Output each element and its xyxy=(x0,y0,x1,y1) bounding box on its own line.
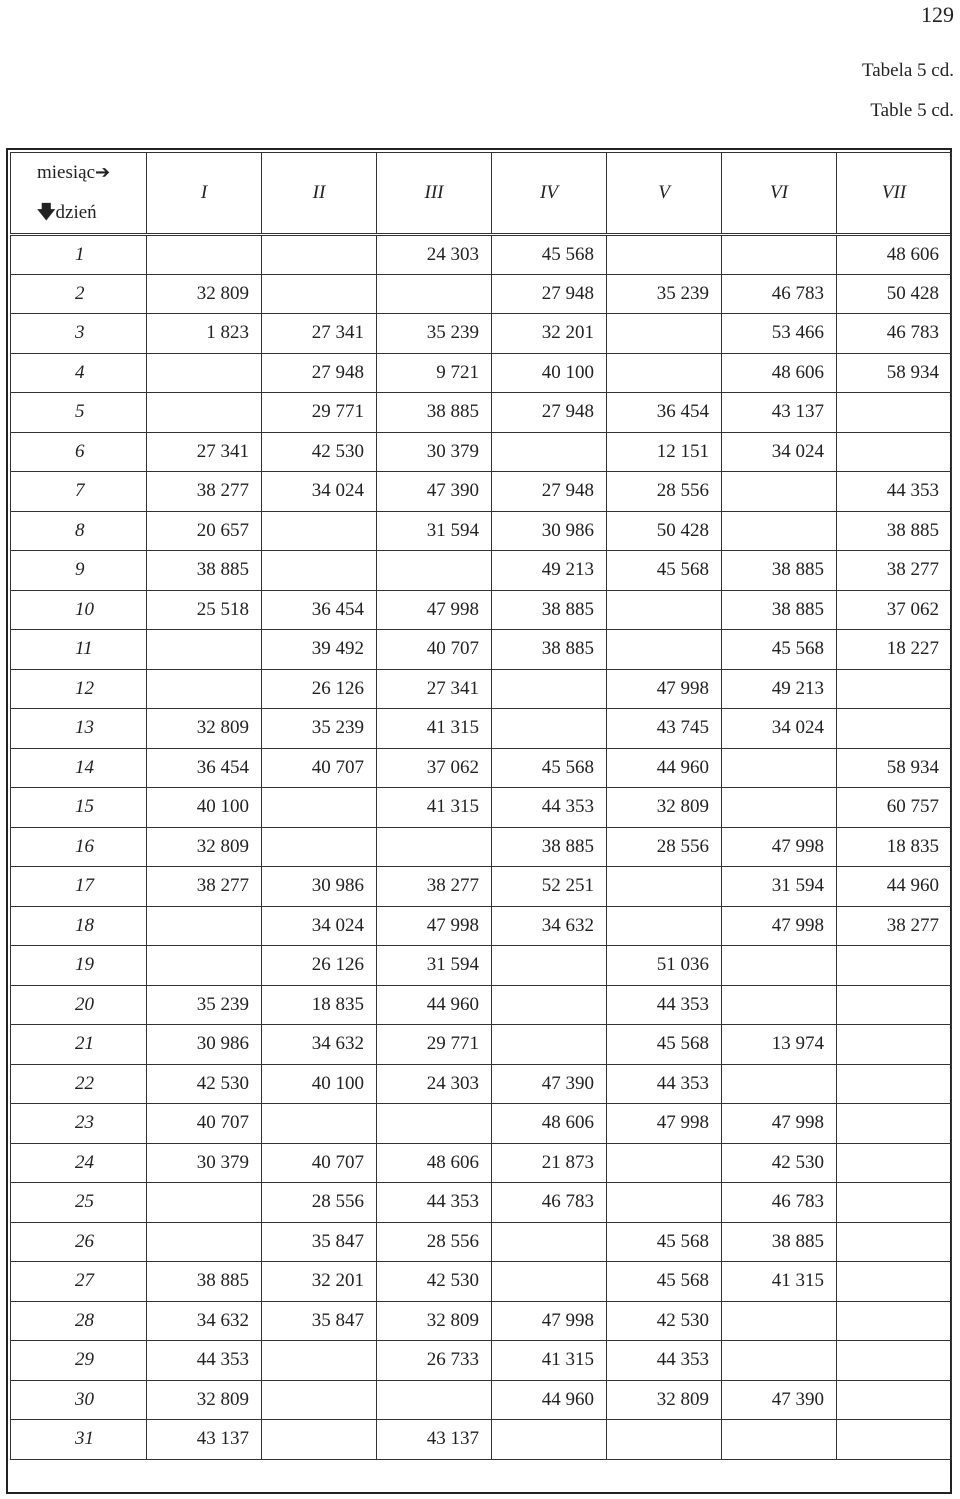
value-cell: 40 100 xyxy=(492,353,607,393)
value-cell xyxy=(492,1420,607,1460)
table-caption-polish: Tabela 5 cd. xyxy=(861,60,954,81)
value-cell: 52 251 xyxy=(492,867,607,907)
value-cell: 28 556 xyxy=(377,1222,492,1262)
table-row xyxy=(11,1143,952,1183)
value-cell xyxy=(607,590,722,630)
value-cell: 38 885 xyxy=(492,590,607,630)
value-cell xyxy=(837,669,952,709)
value-cell xyxy=(722,748,837,788)
value-cell: 37 062 xyxy=(837,590,952,630)
value-cell: 30 379 xyxy=(147,1143,262,1183)
value-cell: 44 960 xyxy=(607,748,722,788)
value-cell xyxy=(837,432,952,472)
table-caption-english: Table 5 cd. xyxy=(870,100,954,121)
value-cell: 27 341 xyxy=(377,669,492,709)
value-cell: 24 303 xyxy=(377,1064,492,1104)
value-cell: 38 885 xyxy=(377,393,492,433)
day-cell: 18 xyxy=(11,906,147,946)
value-cell: 49 213 xyxy=(722,669,837,709)
corner-header xyxy=(11,153,147,235)
value-cell xyxy=(492,985,607,1025)
value-cell xyxy=(492,1222,607,1262)
value-cell xyxy=(147,235,262,275)
value-cell: 38 885 xyxy=(492,630,607,670)
day-cell: 13 xyxy=(11,709,147,749)
day-cell: 9 xyxy=(11,551,147,591)
table-row xyxy=(11,985,952,1025)
day-cell: 21 xyxy=(11,1025,147,1065)
table-row xyxy=(11,551,952,591)
day-cell: 29 xyxy=(11,1341,147,1381)
day-cell: 23 xyxy=(11,1104,147,1144)
value-cell: 32 809 xyxy=(377,1301,492,1341)
value-cell: 26 126 xyxy=(262,669,377,709)
value-cell: 60 757 xyxy=(837,788,952,828)
value-cell: 40 707 xyxy=(262,748,377,788)
value-cell xyxy=(607,235,722,275)
value-cell: 46 783 xyxy=(722,1183,837,1223)
value-cell: 38 277 xyxy=(377,867,492,907)
page-number: 129 xyxy=(921,2,954,27)
value-cell: 38 885 xyxy=(147,551,262,591)
day-cell: 27 xyxy=(11,1262,147,1302)
table-row xyxy=(11,1222,952,1262)
value-cell: 47 998 xyxy=(722,906,837,946)
arrow-right-icon: ➔ xyxy=(95,162,111,183)
value-cell: 39 492 xyxy=(262,630,377,670)
value-cell xyxy=(837,1064,952,1104)
value-cell: 13 974 xyxy=(722,1025,837,1065)
value-cell: 45 568 xyxy=(492,235,607,275)
value-cell: 42 530 xyxy=(722,1143,837,1183)
value-cell: 38 277 xyxy=(147,867,262,907)
value-cell xyxy=(377,1380,492,1420)
value-cell: 44 960 xyxy=(837,867,952,907)
table-row xyxy=(11,709,952,749)
value-cell: 30 379 xyxy=(377,432,492,472)
value-cell: 58 934 xyxy=(837,748,952,788)
value-cell: 42 530 xyxy=(377,1262,492,1302)
value-cell: 9 721 xyxy=(377,353,492,393)
value-cell xyxy=(492,432,607,472)
value-cell xyxy=(262,1104,377,1144)
value-cell: 32 809 xyxy=(147,274,262,314)
day-cell: 25 xyxy=(11,1183,147,1223)
value-cell: 44 960 xyxy=(377,985,492,1025)
day-cell: 19 xyxy=(11,946,147,986)
day-cell: 20 xyxy=(11,985,147,1025)
value-cell: 50 428 xyxy=(607,511,722,551)
value-cell xyxy=(147,353,262,393)
value-cell: 58 934 xyxy=(837,353,952,393)
value-cell xyxy=(722,1301,837,1341)
value-cell xyxy=(722,235,837,275)
value-cell xyxy=(262,511,377,551)
value-cell xyxy=(262,788,377,828)
value-cell: 38 885 xyxy=(492,827,607,867)
value-cell: 21 873 xyxy=(492,1143,607,1183)
day-label: dzień xyxy=(55,202,97,223)
day-cell: 14 xyxy=(11,748,147,788)
value-cell xyxy=(262,1341,377,1381)
value-cell: 45 568 xyxy=(492,748,607,788)
value-cell: 32 809 xyxy=(607,788,722,828)
value-cell xyxy=(377,827,492,867)
table-row xyxy=(11,274,952,314)
value-cell xyxy=(147,1222,262,1262)
value-cell: 46 783 xyxy=(722,274,837,314)
value-cell: 36 454 xyxy=(607,393,722,433)
table-row xyxy=(11,1104,952,1144)
month-header: IV xyxy=(492,153,607,235)
value-cell xyxy=(722,1064,837,1104)
value-cell xyxy=(722,788,837,828)
value-cell xyxy=(147,1183,262,1223)
value-cell: 38 885 xyxy=(837,511,952,551)
value-cell: 34 632 xyxy=(492,906,607,946)
value-cell: 44 960 xyxy=(492,1380,607,1420)
value-cell: 38 277 xyxy=(147,472,262,512)
value-cell: 46 783 xyxy=(837,314,952,354)
value-cell xyxy=(492,1025,607,1065)
day-cell: 26 xyxy=(11,1222,147,1262)
value-cell: 35 847 xyxy=(262,1301,377,1341)
value-cell: 32 809 xyxy=(147,709,262,749)
value-cell: 37 062 xyxy=(377,748,492,788)
value-cell: 32 201 xyxy=(492,314,607,354)
table-row xyxy=(11,669,952,709)
value-cell xyxy=(492,709,607,749)
month-label: miesiąc xyxy=(37,162,96,183)
value-cell xyxy=(607,906,722,946)
value-cell: 34 024 xyxy=(722,432,837,472)
value-cell xyxy=(722,1341,837,1381)
value-cell xyxy=(837,1104,952,1144)
month-header: VI xyxy=(722,153,837,235)
value-cell xyxy=(147,630,262,670)
value-cell: 51 036 xyxy=(607,946,722,986)
value-cell: 47 390 xyxy=(377,472,492,512)
table-row xyxy=(11,1025,952,1065)
value-cell: 36 454 xyxy=(147,748,262,788)
day-cell: 31 xyxy=(11,1420,147,1460)
value-cell xyxy=(377,274,492,314)
table-row xyxy=(11,472,952,512)
value-cell: 35 239 xyxy=(262,709,377,749)
value-cell: 34 632 xyxy=(262,1025,377,1065)
value-cell: 18 227 xyxy=(837,630,952,670)
value-cell xyxy=(722,985,837,1025)
value-cell: 43 137 xyxy=(147,1420,262,1460)
table-row xyxy=(11,1380,952,1420)
value-cell: 42 530 xyxy=(262,432,377,472)
table-row xyxy=(11,432,952,472)
value-cell: 35 239 xyxy=(377,314,492,354)
value-cell: 29 771 xyxy=(262,393,377,433)
value-cell: 44 353 xyxy=(147,1341,262,1381)
value-cell xyxy=(607,1143,722,1183)
value-cell xyxy=(837,1143,952,1183)
value-cell: 27 341 xyxy=(262,314,377,354)
value-cell: 38 885 xyxy=(147,1262,262,1302)
month-header: I xyxy=(147,153,262,235)
value-cell: 44 353 xyxy=(837,472,952,512)
day-cell: 5 xyxy=(11,393,147,433)
value-cell: 34 024 xyxy=(722,709,837,749)
value-cell xyxy=(837,1183,952,1223)
value-cell xyxy=(262,1380,377,1420)
value-cell: 45 568 xyxy=(607,551,722,591)
value-cell: 1 823 xyxy=(147,314,262,354)
value-cell: 47 998 xyxy=(607,1104,722,1144)
table-row xyxy=(11,867,952,907)
table-row xyxy=(11,1262,952,1302)
value-cell xyxy=(262,274,377,314)
day-cell: 22 xyxy=(11,1064,147,1104)
value-cell: 40 100 xyxy=(262,1064,377,1104)
value-cell: 36 454 xyxy=(262,590,377,630)
value-cell: 47 998 xyxy=(377,590,492,630)
value-cell: 32 809 xyxy=(147,827,262,867)
value-cell xyxy=(147,393,262,433)
value-cell: 31 594 xyxy=(722,867,837,907)
value-cell: 41 315 xyxy=(377,788,492,828)
value-cell xyxy=(837,1262,952,1302)
value-cell: 38 277 xyxy=(837,906,952,946)
value-cell: 26 733 xyxy=(377,1341,492,1381)
table-row xyxy=(11,511,952,551)
value-cell: 25 518 xyxy=(147,590,262,630)
table-row xyxy=(11,1183,952,1223)
value-cell xyxy=(607,1420,722,1460)
table-row xyxy=(11,1420,952,1460)
day-cell: 4 xyxy=(11,353,147,393)
value-cell: 30 986 xyxy=(147,1025,262,1065)
day-cell: 3 xyxy=(11,314,147,354)
value-cell: 48 606 xyxy=(722,353,837,393)
month-header: II xyxy=(262,153,377,235)
value-cell: 44 353 xyxy=(492,788,607,828)
value-cell: 38 885 xyxy=(722,551,837,591)
value-cell: 27 341 xyxy=(147,432,262,472)
value-cell xyxy=(607,314,722,354)
value-cell xyxy=(837,1380,952,1420)
value-cell: 53 466 xyxy=(722,314,837,354)
value-cell: 27 948 xyxy=(492,472,607,512)
value-cell: 35 847 xyxy=(262,1222,377,1262)
value-cell: 45 568 xyxy=(607,1025,722,1065)
value-cell xyxy=(147,669,262,709)
value-cell xyxy=(837,1222,952,1262)
value-cell: 45 568 xyxy=(607,1222,722,1262)
value-cell xyxy=(837,709,952,749)
value-cell xyxy=(607,867,722,907)
value-cell: 31 594 xyxy=(377,511,492,551)
value-cell: 29 771 xyxy=(377,1025,492,1065)
table-row xyxy=(11,1341,952,1381)
day-cell: 30 xyxy=(11,1380,147,1420)
day-cell: 11 xyxy=(11,630,147,670)
value-cell: 47 998 xyxy=(722,1104,837,1144)
value-cell xyxy=(262,1420,377,1460)
value-cell: 12 151 xyxy=(607,432,722,472)
value-cell: 30 986 xyxy=(262,867,377,907)
value-cell xyxy=(722,511,837,551)
table-row xyxy=(11,1064,952,1104)
value-cell xyxy=(607,630,722,670)
value-cell: 38 277 xyxy=(837,551,952,591)
value-cell: 40 707 xyxy=(377,630,492,670)
day-cell: 10 xyxy=(11,590,147,630)
value-cell xyxy=(492,1262,607,1302)
day-cell: 17 xyxy=(11,867,147,907)
value-cell: 50 428 xyxy=(837,274,952,314)
value-cell: 44 353 xyxy=(607,985,722,1025)
value-cell: 40 100 xyxy=(147,788,262,828)
value-cell xyxy=(722,1420,837,1460)
month-header: V xyxy=(607,153,722,235)
day-cell: 6 xyxy=(11,432,147,472)
day-cell: 1 xyxy=(11,235,147,275)
value-cell: 28 556 xyxy=(607,472,722,512)
value-cell: 42 530 xyxy=(147,1064,262,1104)
value-cell: 18 835 xyxy=(262,985,377,1025)
value-cell xyxy=(607,353,722,393)
value-cell: 44 353 xyxy=(607,1341,722,1381)
table-row xyxy=(11,748,952,788)
value-cell: 35 239 xyxy=(147,985,262,1025)
value-cell: 43 137 xyxy=(377,1420,492,1460)
value-cell: 18 835 xyxy=(837,827,952,867)
value-cell xyxy=(377,1104,492,1144)
value-cell: 32 809 xyxy=(147,1380,262,1420)
value-cell xyxy=(377,551,492,591)
value-cell: 20 657 xyxy=(147,511,262,551)
table-frame xyxy=(6,148,952,1494)
table-row xyxy=(11,314,952,354)
value-cell: 31 594 xyxy=(377,946,492,986)
value-cell xyxy=(147,946,262,986)
value-cell: 44 353 xyxy=(377,1183,492,1223)
value-cell: 41 315 xyxy=(722,1262,837,1302)
value-cell: 34 632 xyxy=(147,1301,262,1341)
value-cell: 47 998 xyxy=(607,669,722,709)
value-cell xyxy=(722,946,837,986)
value-cell: 45 568 xyxy=(722,630,837,670)
day-cell: 12 xyxy=(11,669,147,709)
day-cell: 15 xyxy=(11,788,147,828)
value-cell xyxy=(837,1420,952,1460)
value-cell: 44 353 xyxy=(607,1064,722,1104)
value-cell xyxy=(837,946,952,986)
day-cell: 8 xyxy=(11,511,147,551)
value-cell: 42 530 xyxy=(607,1301,722,1341)
day-cell: 16 xyxy=(11,827,147,867)
value-cell: 28 556 xyxy=(262,1183,377,1223)
value-cell xyxy=(837,1301,952,1341)
value-cell: 40 707 xyxy=(147,1104,262,1144)
value-cell: 38 885 xyxy=(722,1222,837,1262)
value-cell: 48 606 xyxy=(837,235,952,275)
value-cell: 48 606 xyxy=(377,1143,492,1183)
value-cell: 30 986 xyxy=(492,511,607,551)
value-cell: 47 998 xyxy=(492,1301,607,1341)
value-cell xyxy=(492,669,607,709)
value-cell: 40 707 xyxy=(262,1143,377,1183)
table-row xyxy=(11,353,952,393)
value-cell xyxy=(837,985,952,1025)
value-cell xyxy=(262,827,377,867)
value-cell: 46 783 xyxy=(492,1183,607,1223)
value-cell: 48 606 xyxy=(492,1104,607,1144)
value-cell: 47 390 xyxy=(722,1380,837,1420)
arrow-down-icon: 🡇 xyxy=(37,202,56,223)
value-cell xyxy=(837,393,952,433)
table-body xyxy=(11,235,952,1460)
day-cell: 2 xyxy=(11,274,147,314)
value-cell: 43 745 xyxy=(607,709,722,749)
table-row xyxy=(11,1301,952,1341)
value-cell: 32 809 xyxy=(607,1380,722,1420)
value-cell xyxy=(837,1025,952,1065)
table-row xyxy=(11,946,952,986)
value-cell xyxy=(837,1341,952,1381)
value-cell: 34 024 xyxy=(262,906,377,946)
value-cell: 35 239 xyxy=(607,274,722,314)
value-cell: 26 126 xyxy=(262,946,377,986)
value-cell: 27 948 xyxy=(492,393,607,433)
value-cell xyxy=(262,235,377,275)
value-cell xyxy=(262,551,377,591)
data-table xyxy=(10,152,952,1460)
table-row xyxy=(11,590,952,630)
value-cell: 47 998 xyxy=(722,827,837,867)
table-row xyxy=(11,630,952,670)
value-cell: 49 213 xyxy=(492,551,607,591)
value-cell: 43 137 xyxy=(722,393,837,433)
value-cell: 45 568 xyxy=(607,1262,722,1302)
value-cell: 32 201 xyxy=(262,1262,377,1302)
value-cell: 38 885 xyxy=(722,590,837,630)
day-cell: 24 xyxy=(11,1143,147,1183)
value-cell xyxy=(607,1183,722,1223)
value-cell xyxy=(147,906,262,946)
month-header: VII xyxy=(837,153,952,235)
value-cell: 41 315 xyxy=(492,1341,607,1381)
table-row xyxy=(11,788,952,828)
value-cell: 47 390 xyxy=(492,1064,607,1104)
day-cell: 28 xyxy=(11,1301,147,1341)
value-cell xyxy=(492,946,607,986)
value-cell: 41 315 xyxy=(377,709,492,749)
value-cell: 27 948 xyxy=(262,353,377,393)
table-row xyxy=(11,393,952,433)
table-row xyxy=(11,235,952,275)
month-header: III xyxy=(377,153,492,235)
value-cell: 34 024 xyxy=(262,472,377,512)
value-cell xyxy=(722,472,837,512)
value-cell: 28 556 xyxy=(607,827,722,867)
value-cell: 24 303 xyxy=(377,235,492,275)
day-cell: 7 xyxy=(11,472,147,512)
table-row xyxy=(11,827,952,867)
value-cell: 47 998 xyxy=(377,906,492,946)
header-row xyxy=(11,153,952,235)
value-cell: 27 948 xyxy=(492,274,607,314)
table-row xyxy=(11,906,952,946)
